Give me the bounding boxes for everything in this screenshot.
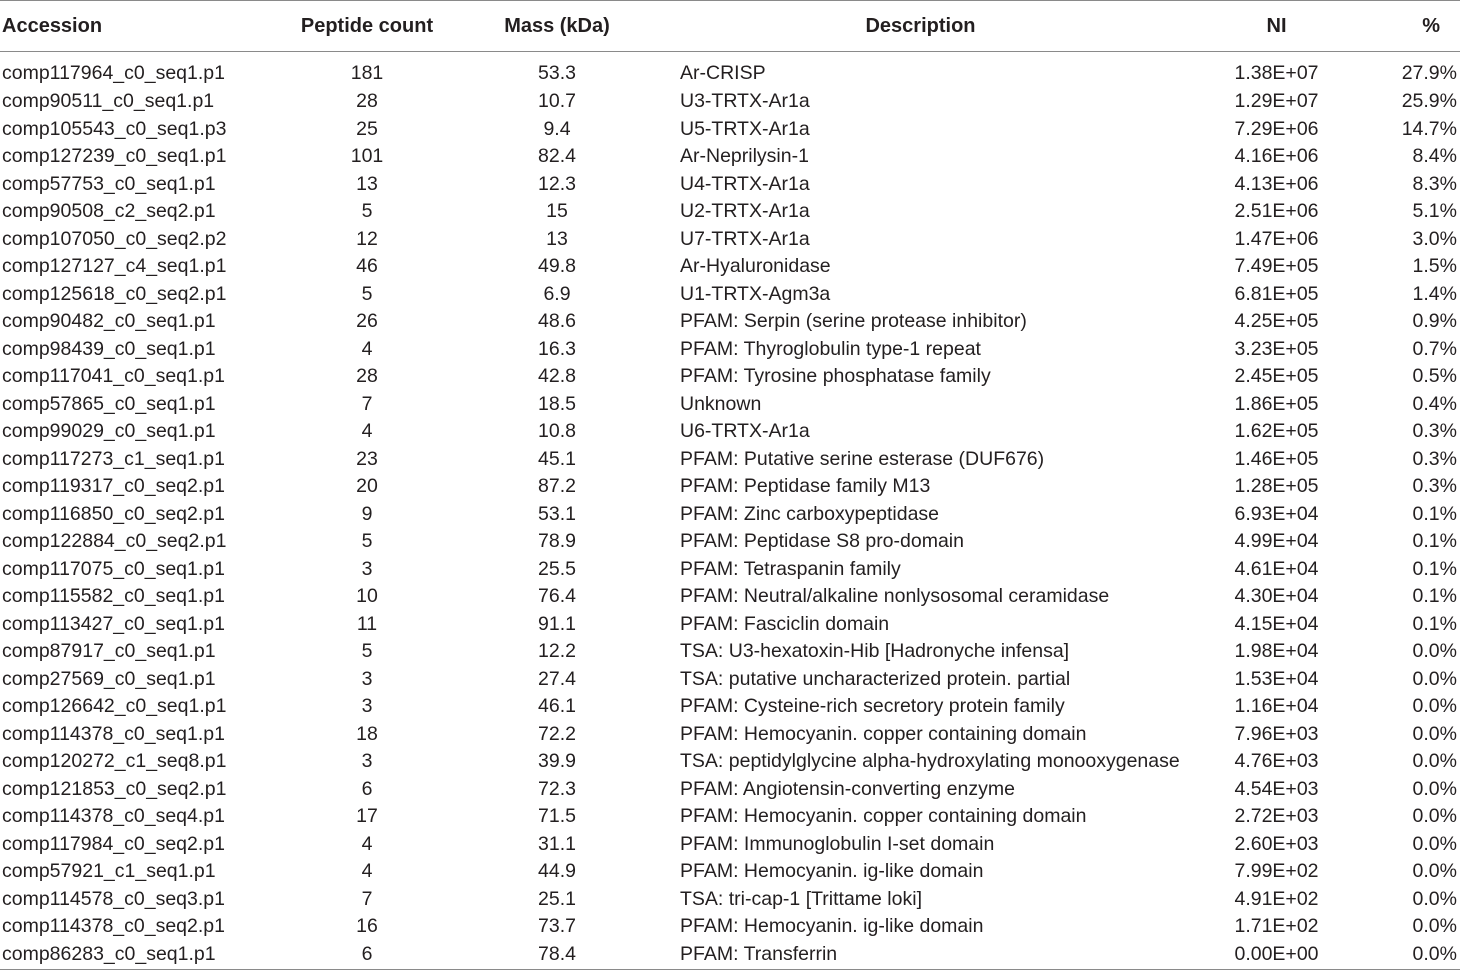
cell-mass: 13 xyxy=(546,227,568,250)
cell-ni: 6.81E+05 xyxy=(1234,282,1319,305)
cell-description: U7-TRTX-Ar1a xyxy=(680,227,810,250)
cell-peptide-count: 5 xyxy=(361,282,373,305)
table-row xyxy=(0,253,1460,281)
cell-ni: 3.23E+05 xyxy=(1234,337,1319,360)
table-row xyxy=(0,748,1460,776)
cell-mass: 16.3 xyxy=(538,337,576,360)
cell-ni: 2.51E+06 xyxy=(1234,200,1319,223)
cell-description: PFAM: Tetraspanin family xyxy=(680,557,901,580)
table-row xyxy=(0,391,1460,419)
cell-mass: 42.8 xyxy=(538,365,576,388)
cell-percent: 1.5% xyxy=(1412,255,1457,278)
cell-peptide-count: 23 xyxy=(356,447,378,470)
cell-description: PFAM: Peptidase family M13 xyxy=(680,475,931,498)
cell-percent: 0.1% xyxy=(1412,502,1457,525)
cell-ni: 1.16E+04 xyxy=(1234,695,1319,718)
table-row xyxy=(0,858,1460,886)
cell-ni: 4.61E+04 xyxy=(1234,557,1319,580)
cell-accession: comp117273_c1_seq1.p1 xyxy=(2,447,225,470)
cell-ni: 4.99E+04 xyxy=(1234,530,1319,553)
table-body xyxy=(0,52,1460,970)
cell-percent: 14.7% xyxy=(1401,117,1457,140)
cell-percent: 8.4% xyxy=(1412,145,1457,168)
cell-accession: comp114378_c0_seq2.p1 xyxy=(2,915,225,938)
cell-mass: 10.8 xyxy=(538,420,576,443)
cell-percent: 0.3% xyxy=(1412,420,1457,443)
cell-mass: 87.2 xyxy=(538,475,576,498)
cell-ni: 4.30E+04 xyxy=(1234,585,1319,608)
table-row xyxy=(0,88,1460,116)
cell-accession: comp27569_c0_seq1.p1 xyxy=(2,667,216,690)
cell-accession: comp107050_c0_seq2.p2 xyxy=(2,227,227,250)
cell-peptide-count: 28 xyxy=(356,90,378,113)
table-row xyxy=(0,886,1460,914)
cell-mass: 44.9 xyxy=(538,860,576,883)
table-header xyxy=(0,1,1460,52)
cell-percent: 0.0% xyxy=(1360,941,1460,970)
cell-accession: comp119317_c0_seq2.p1 xyxy=(2,475,225,498)
cell-description: PFAM: Tyrosine phosphatase family xyxy=(680,365,991,388)
cell-description: PFAM: Fasciclin domain xyxy=(680,612,890,635)
cell-accession: comp120272_c1_seq8.p1 xyxy=(2,750,227,773)
table-row xyxy=(0,336,1460,364)
cell-mass: 71.5 xyxy=(538,805,576,828)
table-row xyxy=(0,473,1460,501)
cell-description: PFAM: Hemocyanin. ig-like domain xyxy=(680,860,984,883)
header-peptide-count: Peptide count xyxy=(268,1,466,52)
table-row xyxy=(0,143,1460,171)
cell-mass: 27.4 xyxy=(538,667,576,690)
cell-mass: 6.9 xyxy=(543,282,571,305)
cell-description: TSA: U3-hexatoxin-Hib [Hadronyche infensa] xyxy=(680,640,1070,663)
cell-percent: 0.0% xyxy=(1412,915,1457,938)
table-row xyxy=(0,583,1460,611)
cell-accession: comp113427_c0_seq1.p1 xyxy=(2,612,225,635)
cell-description: PFAM: Angiotensin-converting enzyme xyxy=(680,777,1015,800)
cell-accession: comp57921_c1_seq1.p1 xyxy=(2,860,216,883)
cell-percent: 0.0% xyxy=(1412,832,1457,855)
cell-accession: comp57865_c0_seq1.p1 xyxy=(2,392,216,415)
table-row xyxy=(0,171,1460,199)
cell-peptide-count: 12 xyxy=(356,227,378,250)
cell-accession: comp114378_c0_seq4.p1 xyxy=(2,805,225,828)
cell-ni: 2.60E+03 xyxy=(1234,832,1319,855)
table-row xyxy=(0,198,1460,226)
table-row xyxy=(0,418,1460,446)
cell-mass: 72.3 xyxy=(538,777,576,800)
cell-accession: comp114378_c0_seq1.p1 xyxy=(2,722,225,745)
header-ni: NI xyxy=(1193,1,1360,52)
table-row xyxy=(0,556,1460,584)
cell-accession: comp125618_c0_seq2.p1 xyxy=(2,282,227,305)
cell-peptide-count: 181 xyxy=(350,61,384,84)
cell-peptide-count: 13 xyxy=(356,172,378,195)
table-row xyxy=(0,226,1460,254)
header-accession: Accession xyxy=(0,1,268,52)
cell-accession: comp98439_c0_seq1.p1 xyxy=(2,337,216,360)
cell-ni: 4.16E+06 xyxy=(1234,145,1319,168)
cell-accession: comp127127_c4_seq1.p1 xyxy=(2,255,227,278)
cell-peptide-count: 4 xyxy=(361,832,373,855)
cell-ni: 7.49E+05 xyxy=(1234,255,1319,278)
cell-percent: 5.1% xyxy=(1412,200,1457,223)
cell-accession: comp121853_c0_seq2.p1 xyxy=(2,777,227,800)
cell-description: PFAM: Hemocyanin. ig-like domain xyxy=(680,915,984,938)
cell-mass: 15 xyxy=(546,200,568,223)
cell-ni: 0.00E+00 xyxy=(1193,941,1360,970)
cell-ni: 7.96E+03 xyxy=(1234,722,1319,745)
cell-peptide-count: 20 xyxy=(356,475,378,498)
cell-description: PFAM: Neutral/alkaline nonlysosomal ceramidase xyxy=(680,585,1110,608)
table-row xyxy=(0,528,1460,556)
cell-percent: 0.9% xyxy=(1412,310,1457,333)
cell-accession: comp117075_c0_seq1.p1 xyxy=(2,557,225,580)
cell-accession: comp117041_c0_seq1.p1 xyxy=(2,365,225,388)
cell-description: Unknown xyxy=(680,392,762,415)
cell-mass: 72.2 xyxy=(538,722,576,745)
cell-description: U2-TRTX-Ar1a xyxy=(680,200,810,223)
header-description: Description xyxy=(648,1,1193,52)
cell-mass: 31.1 xyxy=(538,832,576,855)
cell-description: PFAM: Transferrin xyxy=(648,941,1193,970)
header-row xyxy=(0,1,1460,52)
cell-description: U6-TRTX-Ar1a xyxy=(680,420,810,443)
cell-ni: 1.29E+07 xyxy=(1234,90,1319,113)
table-row xyxy=(0,308,1460,336)
cell-percent: 25.9% xyxy=(1401,90,1457,113)
cell-percent: 0.0% xyxy=(1412,667,1457,690)
cell-percent: 0.1% xyxy=(1412,530,1457,553)
cell-ni: 1.71E+02 xyxy=(1234,915,1319,938)
table-row xyxy=(0,831,1460,859)
cell-peptide-count: 3 xyxy=(361,695,373,718)
table-row xyxy=(0,281,1460,309)
cell-ni: 7.29E+06 xyxy=(1234,117,1319,140)
cell-peptide-count: 46 xyxy=(356,255,378,278)
cell-description: Ar-Neprilysin-1 xyxy=(680,145,809,168)
cell-description: Ar-CRISP xyxy=(680,61,766,84)
cell-ni: 4.15E+04 xyxy=(1234,612,1319,635)
cell-percent: 27.9% xyxy=(1401,61,1457,84)
cell-accession: comp117964_c0_seq1.p1 xyxy=(2,61,225,84)
cell-description: U1-TRTX-Agm3a xyxy=(680,282,831,305)
cell-ni: 1.38E+07 xyxy=(1234,61,1319,84)
cell-peptide-count: 25 xyxy=(356,117,378,140)
cell-mass: 76.4 xyxy=(538,585,576,608)
cell-accession: comp126642_c0_seq1.p1 xyxy=(2,695,227,718)
cell-ni: 1.47E+06 xyxy=(1234,227,1319,250)
cell-ni: 1.98E+04 xyxy=(1234,640,1319,663)
cell-peptide-count: 17 xyxy=(356,805,378,828)
table-row xyxy=(0,666,1460,694)
table-row xyxy=(0,446,1460,474)
cell-description: Ar-Hyaluronidase xyxy=(680,255,831,278)
cell-percent: 0.0% xyxy=(1412,805,1457,828)
cell-percent: 0.0% xyxy=(1412,777,1457,800)
table-row xyxy=(0,501,1460,529)
cell-percent: 0.0% xyxy=(1412,695,1457,718)
cell-accession: comp90511_c0_seq1.p1 xyxy=(2,90,215,113)
cell-peptide-count: 4 xyxy=(361,860,373,883)
cell-ni: 6.93E+04 xyxy=(1234,502,1319,525)
cell-description: PFAM: Cysteine-rich secretory protein family xyxy=(680,695,1065,718)
cell-peptide-count: 16 xyxy=(356,915,378,938)
cell-description: U5-TRTX-Ar1a xyxy=(680,117,810,140)
cell-peptide-count: 6 xyxy=(268,941,466,970)
cell-peptide-count: 3 xyxy=(361,667,373,690)
cell-percent: 3.0% xyxy=(1412,227,1457,250)
cell-mass: 53.1 xyxy=(538,502,576,525)
cell-mass: 78.4 xyxy=(466,941,648,970)
cell-accession: comp86283_c0_seq1.p1 xyxy=(0,941,268,970)
cell-description: PFAM: Immunoglobulin I-set domain xyxy=(680,832,995,855)
cell-peptide-count: 4 xyxy=(361,337,373,360)
cell-accession: comp87917_c0_seq1.p1 xyxy=(2,640,216,663)
cell-mass: 53.3 xyxy=(538,61,576,84)
table-row xyxy=(0,611,1460,639)
cell-mass: 78.9 xyxy=(538,530,576,553)
table-row xyxy=(0,721,1460,749)
cell-ni: 1.62E+05 xyxy=(1234,420,1319,443)
cell-accession: comp117984_c0_seq2.p1 xyxy=(2,832,225,855)
cell-mass: 10.7 xyxy=(538,90,576,113)
cell-percent: 0.0% xyxy=(1412,860,1457,883)
cell-mass: 9.4 xyxy=(543,117,571,140)
cell-mass: 39.9 xyxy=(538,750,576,773)
cell-percent: 0.7% xyxy=(1412,337,1457,360)
table-row xyxy=(0,913,1460,941)
cell-mass: 25.1 xyxy=(538,887,576,910)
cell-peptide-count: 6 xyxy=(361,777,373,800)
cell-peptide-count: 26 xyxy=(356,310,378,333)
cell-percent: 0.1% xyxy=(1412,585,1457,608)
cell-ni: 1.53E+04 xyxy=(1234,667,1319,690)
cell-mass: 12.2 xyxy=(538,640,576,663)
cell-accession: comp90482_c0_seq1.p1 xyxy=(2,310,216,333)
cell-mass: 49.8 xyxy=(538,255,576,278)
cell-peptide-count: 3 xyxy=(361,750,373,773)
cell-accession: comp90508_c2_seq2.p1 xyxy=(2,200,216,223)
cell-description: U4-TRTX-Ar1a xyxy=(680,172,810,195)
cell-peptide-count: 9 xyxy=(361,502,373,525)
cell-peptide-count: 3 xyxy=(361,557,373,580)
cell-mass: 73.7 xyxy=(538,915,576,938)
cell-mass: 91.1 xyxy=(538,612,576,635)
cell-percent: 0.3% xyxy=(1412,475,1457,498)
cell-accession: comp105543_c0_seq1.p3 xyxy=(2,117,227,140)
cell-percent: 0.0% xyxy=(1412,640,1457,663)
cell-mass: 46.1 xyxy=(538,695,576,718)
cell-ni: 1.86E+05 xyxy=(1234,392,1319,415)
cell-description: TSA: tri-cap-1 [Trittame loki] xyxy=(680,887,922,910)
cell-peptide-count: 5 xyxy=(361,200,373,223)
cell-ni: 1.28E+05 xyxy=(1234,475,1319,498)
header-mass: Mass (kDa) xyxy=(466,1,648,52)
cell-description: PFAM: Hemocyanin. copper containing domain xyxy=(680,805,1087,828)
cell-ni: 7.99E+02 xyxy=(1234,860,1319,883)
cell-percent: 0.3% xyxy=(1412,447,1457,470)
cell-description: PFAM: Zinc carboxypeptidase xyxy=(680,502,940,525)
cell-mass: 25.5 xyxy=(538,557,576,580)
cell-mass: 18.5 xyxy=(538,392,576,415)
cell-peptide-count: 11 xyxy=(356,612,378,635)
cell-ni: 4.13E+06 xyxy=(1234,172,1319,195)
table-row xyxy=(0,803,1460,831)
cell-accession: comp114578_c0_seq3.p1 xyxy=(2,887,225,910)
cell-percent: 8.3% xyxy=(1412,172,1457,195)
cell-percent: 0.0% xyxy=(1412,722,1457,745)
cell-ni: 4.91E+02 xyxy=(1234,887,1319,910)
cell-mass: 12.3 xyxy=(538,172,576,195)
cell-ni: 4.25E+05 xyxy=(1234,310,1319,333)
table-row xyxy=(0,116,1460,144)
table-row xyxy=(0,363,1460,391)
header-percent: % xyxy=(1360,1,1460,52)
cell-peptide-count: 5 xyxy=(361,640,373,663)
cell-accession: comp122884_c0_seq2.p1 xyxy=(2,530,227,553)
cell-percent: 0.4% xyxy=(1412,392,1457,415)
cell-peptide-count: 10 xyxy=(356,585,378,608)
table-row xyxy=(0,941,1460,970)
cell-accession: comp57753_c0_seq1.p1 xyxy=(2,172,216,195)
table-row xyxy=(0,776,1460,804)
cell-accession: comp116850_c0_seq2.p1 xyxy=(2,502,225,525)
cell-description: TSA: peptidylglycine alpha-hydroxylating monooxygenase xyxy=(680,750,1180,773)
cell-percent: 0.0% xyxy=(1412,750,1457,773)
cell-description: PFAM: Serpin (serine protease inhibitor) xyxy=(680,310,1027,333)
cell-accession: comp99029_c0_seq1.p1 xyxy=(2,420,216,443)
cell-accession: comp115582_c0_seq1.p1 xyxy=(2,585,225,608)
cell-peptide-count: 5 xyxy=(361,530,373,553)
cell-percent: 1.4% xyxy=(1412,282,1457,305)
cell-description: PFAM: Peptidase S8 pro-domain xyxy=(680,530,964,553)
cell-mass: 48.6 xyxy=(538,310,576,333)
cell-ni: 2.72E+03 xyxy=(1234,805,1319,828)
cell-peptide-count: 4 xyxy=(361,420,373,443)
cell-mass: 82.4 xyxy=(538,145,576,168)
cell-percent: 0.1% xyxy=(1412,557,1457,580)
cell-ni: 4.76E+03 xyxy=(1234,750,1319,773)
cell-percent: 0.0% xyxy=(1412,887,1457,910)
cell-peptide-count: 7 xyxy=(361,887,373,910)
cell-mass: 45.1 xyxy=(538,447,576,470)
cell-peptide-count: 18 xyxy=(356,722,378,745)
cell-ni: 2.45E+05 xyxy=(1234,365,1319,388)
cell-peptide-count: 7 xyxy=(361,392,373,415)
cell-description: PFAM: Putative serine esterase (DUF676) xyxy=(680,447,1045,470)
table-row xyxy=(0,693,1460,721)
cell-description: TSA: putative uncharacterized protein. partial xyxy=(680,667,1071,690)
cell-percent: 0.1% xyxy=(1412,612,1457,635)
cell-accession: comp127239_c0_seq1.p1 xyxy=(2,145,227,168)
cell-percent: 0.5% xyxy=(1412,365,1457,388)
cell-peptide-count: 28 xyxy=(356,365,378,388)
cell-description: PFAM: Thyroglobulin type-1 repeat xyxy=(680,337,981,360)
cell-description: PFAM: Hemocyanin. copper containing domain xyxy=(680,722,1087,745)
cell-peptide-count: 101 xyxy=(350,145,384,168)
cell-description: U3-TRTX-Ar1a xyxy=(680,90,810,113)
table-row xyxy=(0,638,1460,666)
table-row xyxy=(0,52,1460,89)
cell-ni: 4.54E+03 xyxy=(1234,777,1319,800)
cell-ni: 1.46E+05 xyxy=(1234,447,1319,470)
